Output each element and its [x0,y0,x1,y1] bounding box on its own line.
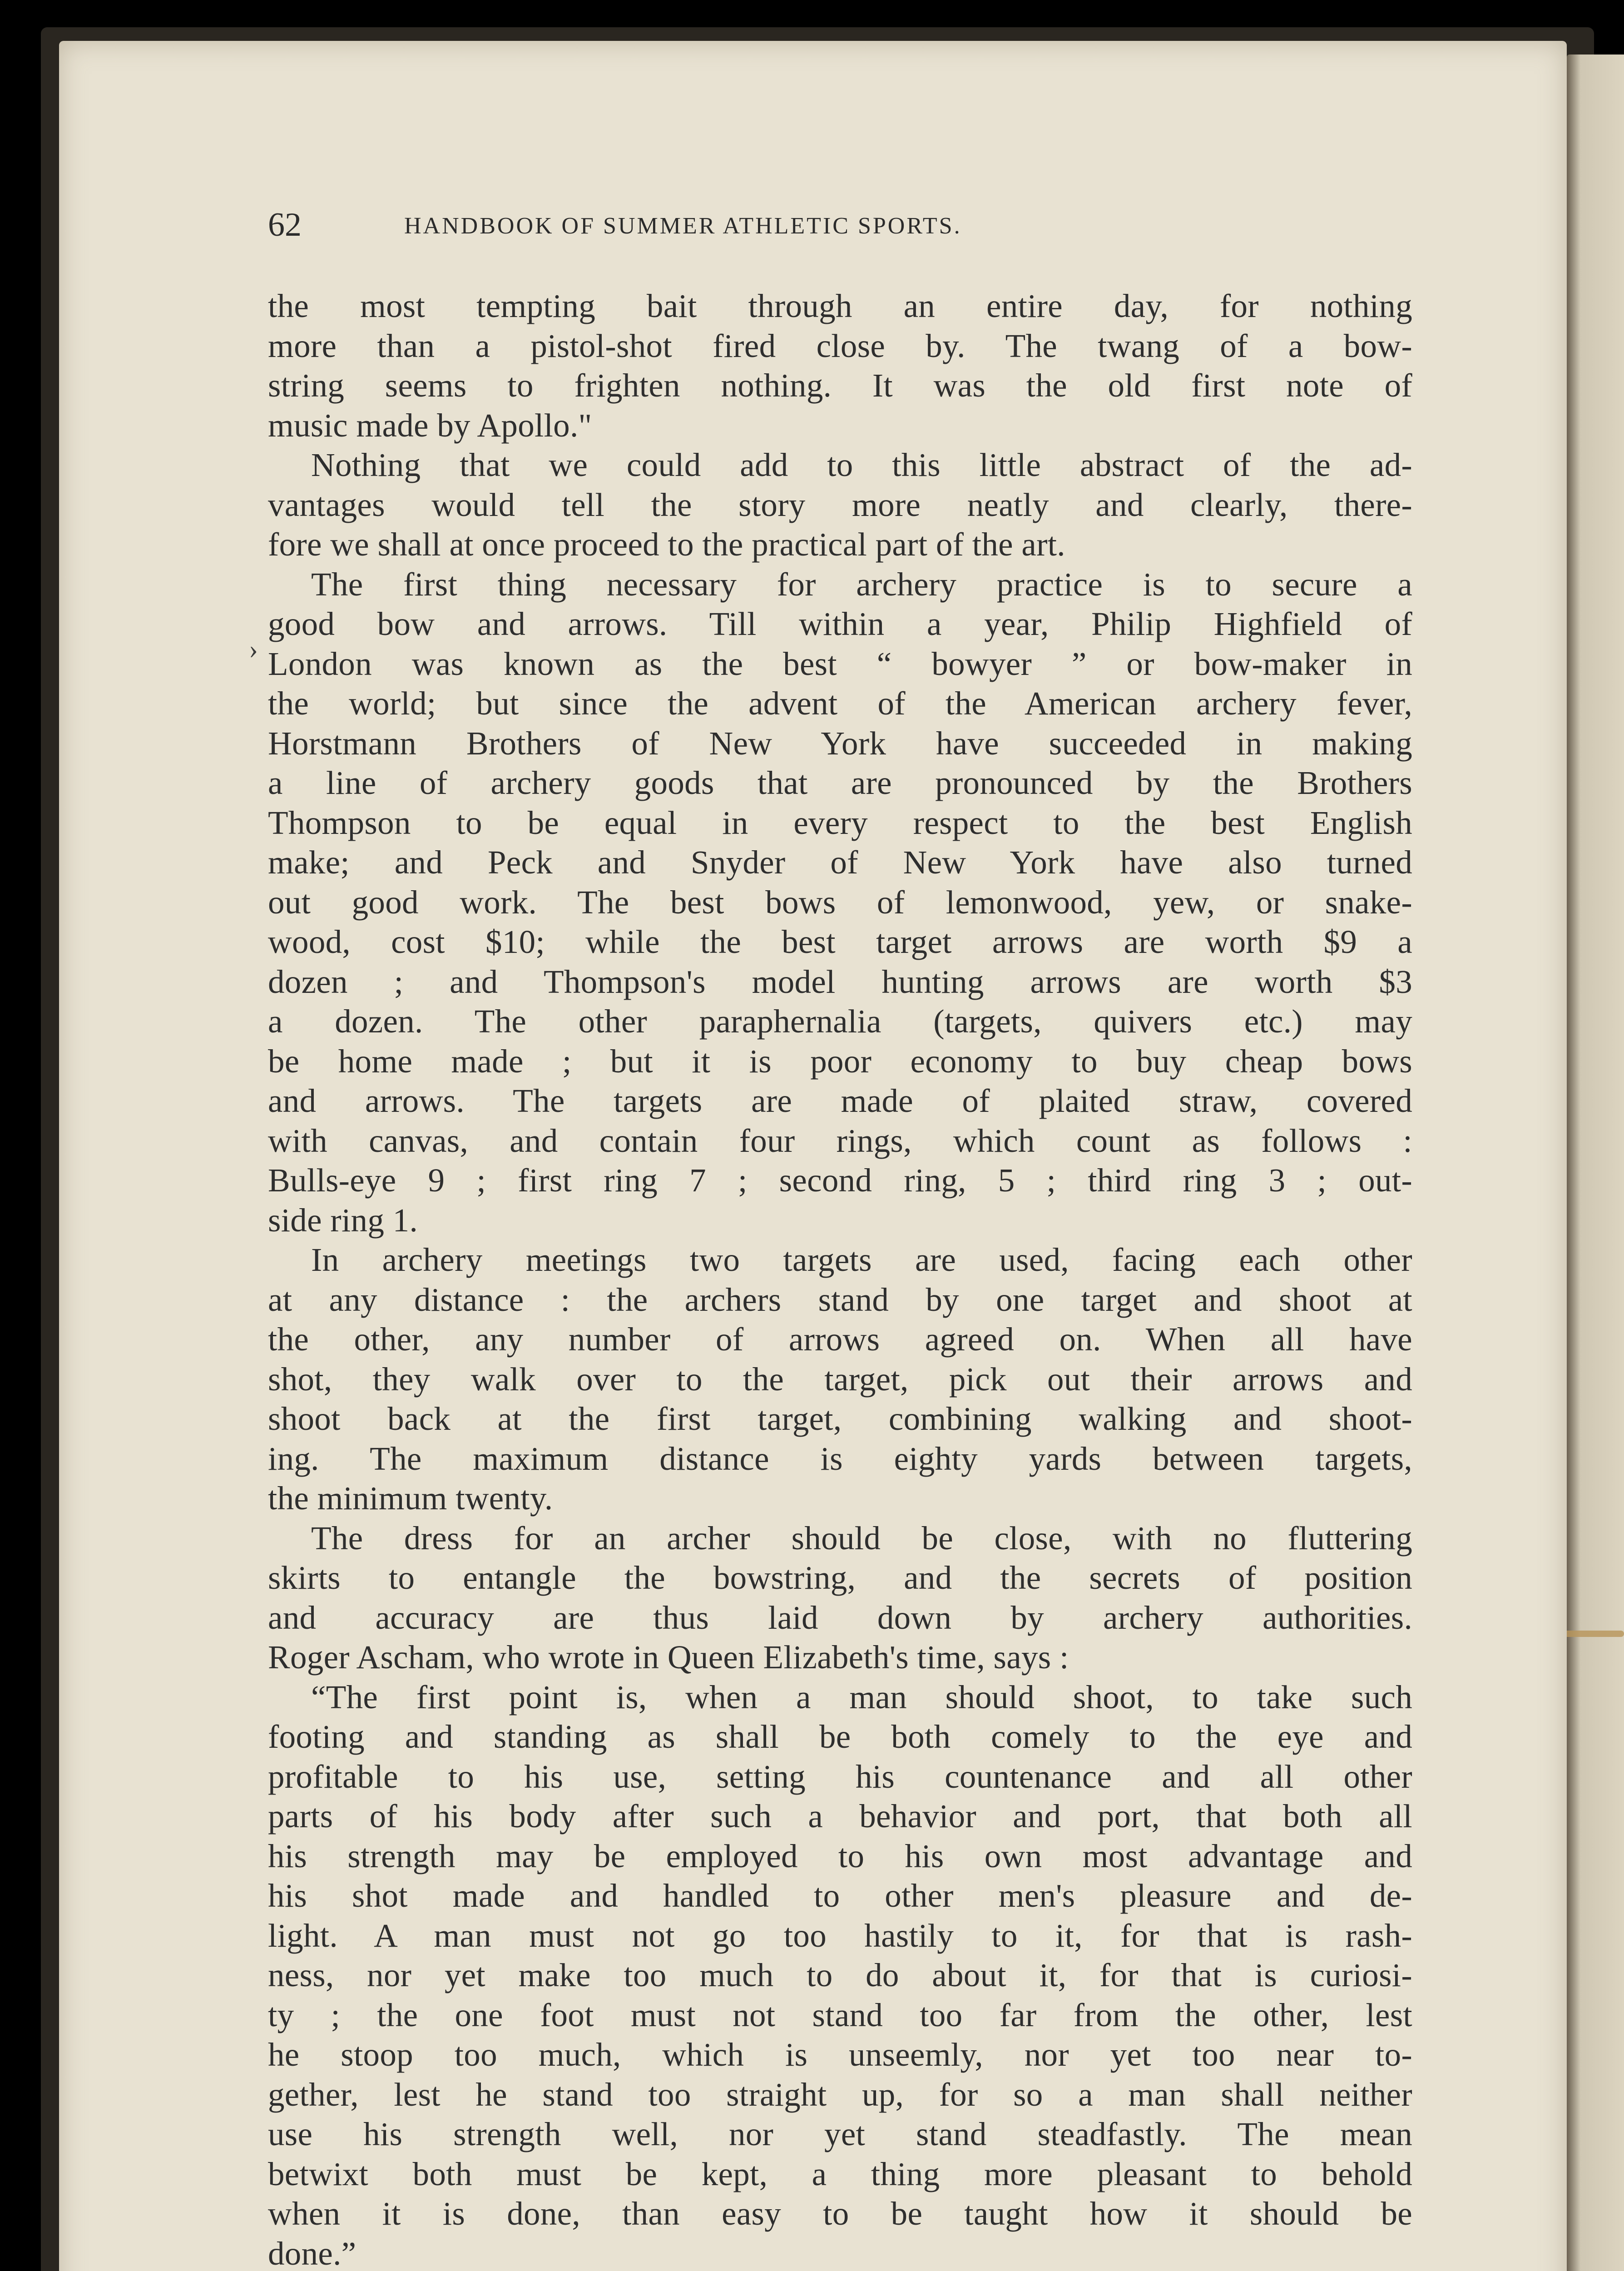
text-line: Roger Ascham, who wrote in Queen Elizabeth's time, says : [268,1639,1069,1676]
text-line: The first thing necessary for archery practice is to secure a [311,565,1412,603]
text-line: Bulls-eye 9 ; first ring 7 ; second ring, 5 ; third ring 3 ; out- [268,1162,1412,1199]
text-line: more than a pistol-shot fired close by. The twang of a bow- [268,327,1412,364]
text-line: music made by Apollo." [268,407,592,444]
body-text [268,286,1412,2271]
text-line: a line of archery goods that are pronounced by the Brothers [268,764,1412,801]
text-line: shot, they walk over to the target, pick out their arrows and [268,1360,1412,1398]
text-line: gether, lest he stand too straight up, for so a man shall neither [268,2076,1412,2113]
text-line: his strength may be employed to his own most advantage and [268,1837,1412,1874]
text-line: and accuracy are thus laid down by archery authorities. [268,1599,1412,1636]
text-line: In archery meetings two targets are used, facing each other [311,1241,1412,1278]
text-line: Nothing that we could add to this little abstract of the ad- [311,446,1412,483]
text-line: wood, cost $10; while the best target arrows are worth $9 a [268,923,1412,960]
text-line: ty ; the one foot must not stand too far from the other, lest [268,1996,1412,2033]
text-line: good bow and arrows. Till within a year, Philip Highfield of [268,605,1412,642]
text-line: the other, any number of arrows agreed on. When all have [268,1321,1412,1358]
page-number: 62 [268,206,302,243]
adjacent-page-edge [1567,55,1624,2271]
running-head [268,204,1417,245]
text-line: and arrows. The targets are made of plaited straw, covered [268,1082,1412,1119]
text-line: he stoop too much, which is unseemly, nor yet too near to- [268,2036,1412,2073]
text-line: light. A man must not go too hastily to it, for that is rash- [268,1917,1412,1954]
text-line: Horstmann Brothers of New York have succeeded in making [268,724,1412,762]
text-line: be home made ; but it is poor economy to buy cheap bows [268,1042,1412,1080]
text-line: profitable to his use, setting his countenance and all other [268,1758,1412,1795]
text-line: side ring 1. [268,1201,418,1239]
text-line: out good work. The best bows of lemonwood, yew, or snake- [268,883,1412,921]
text-line: with canvas, and contain four rings, which count as follows : [268,1122,1412,1159]
text-line: make; and Peck and Snyder of New York have also turned [268,844,1412,881]
text-line: The dress for an archer should be close, with no fluttering [311,1519,1412,1557]
text-line: dozen ; and Thompson's model hunting arrows are worth $3 [268,963,1412,1000]
text-line: the minimum twenty. [268,1480,553,1517]
text-line: betwixt both must be kept, a thing more pleasant to behold [268,2155,1412,2192]
text-line: fore we shall at once proceed to the practical part of the art. [268,526,1065,563]
text-line: the most tempting bait through an entire day, for nothing [268,288,1412,324]
margin-mark: › [249,634,258,664]
text-line: Thompson to be equal in every respect to the best English [268,804,1412,841]
text-line: “The first point is, when a man should shoot, to take such [311,1678,1412,1716]
text-line: skirts to entangle the bowstring, and the secrets of position [268,1559,1412,1596]
text-line: the world; but since the advent of the American archery fever, [268,685,1412,722]
text-line: ness, nor yet make too much to do about it, for that is curiosi- [268,1957,1412,1993]
text-line: at any distance : the archers stand by one target and shoot at [268,1281,1412,1318]
text-line: shoot back at the first target, combining walking and shoot- [268,1400,1412,1437]
text-line: use his strength well, nor yet stand steadfastly. The mean [268,2116,1412,2152]
text-line: vantages would tell the story more neatly and clearly, there- [268,486,1412,523]
text-line: a dozen. The other paraphernalia (targets, quivers etc.) may [268,1003,1412,1040]
running-head-title: HANDBOOK OF SUMMER ATHLETIC SPORTS. [404,213,962,239]
text-line: when it is done, than easy to be taught how it should be [268,2195,1412,2232]
text-line: done.” [268,2235,356,2271]
text-line: parts of his body after such a behavior and port, that both all [268,1798,1412,1835]
text-line: footing and standing as shall be both comely to the eye and [268,1718,1412,1755]
text-line: London was known as the best “ bowyer ” or bow-maker in [268,645,1412,682]
text-line: ing. The maximum distance is eighty yards between targets, [268,1440,1412,1477]
text-line: string seems to frighten nothing. It was the old first note of [268,367,1412,404]
text-line: his shot made and handled to other men's pleasure and de- [268,1877,1412,1914]
